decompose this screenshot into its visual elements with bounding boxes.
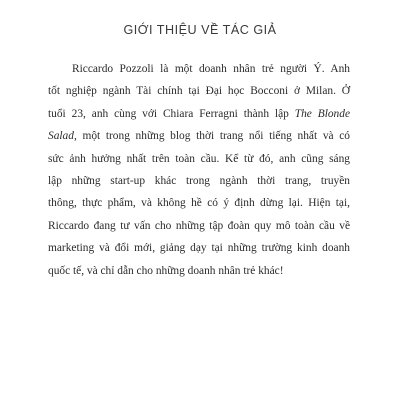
author-bio-paragraph bbox=[48, 58, 350, 282]
text-line-6: lập những start-up khác trong ngành thời trang, truyền bbox=[48, 175, 350, 188]
text-line-10: quốc tế, và chỉ dẫn cho những doanh nhân trẻ khác! bbox=[48, 264, 284, 277]
text-line-8: Riccardo đang tư vấn cho những tập đoàn quy mô toàn cầu về bbox=[48, 219, 350, 232]
blog-title-part-1: The Blonde bbox=[294, 107, 351, 120]
blog-title-part-2: Salad bbox=[48, 130, 74, 143]
text-line-9: marketing và đổi mới, giảng dạy tại những trường kinh doanh bbox=[48, 242, 350, 255]
text-line-1: Riccardo Pozzoli là một doanh nhân trẻ người Ý. Anh bbox=[72, 63, 350, 75]
text-line-5: sức ảnh hưởng nhất trên toàn cầu. Kể từ đó, anh cũng sáng bbox=[48, 152, 350, 165]
text-line-7: thông, thực phẩm, và không hề có ý định dừng lại. Hiện tại, bbox=[48, 197, 350, 210]
text-line-3: tuổi 23, anh cùng với Chiara Ferragni thành lập The Blonde bbox=[48, 107, 351, 120]
page-heading: GIỚI THIỆU VỀ TÁC GIẢ bbox=[123, 23, 277, 37]
text-line-2: tốt nghiệp ngành Tài chính tại Đại học Bocconi ở Milan. Ở bbox=[48, 85, 350, 98]
text-line-4: Salad, một trong những blog thời trang nổi tiếng nhất và có bbox=[48, 130, 350, 143]
